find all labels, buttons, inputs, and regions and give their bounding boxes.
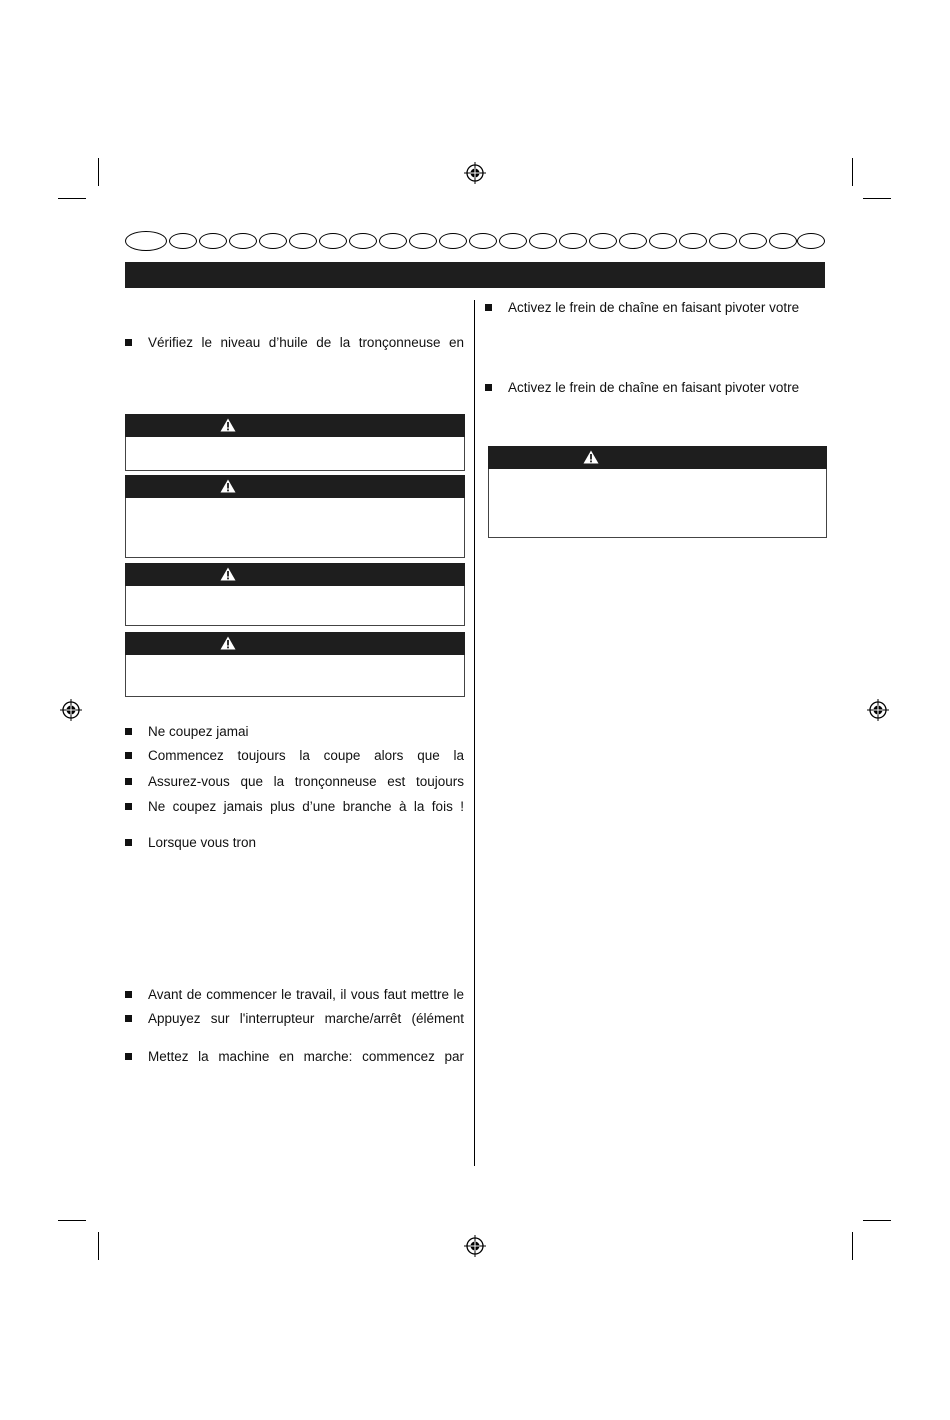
language-tab[interactable] <box>199 233 227 249</box>
list-item-text: Appuyez sur l'interrupteur marche/arrêt (élément <box>148 1011 464 1026</box>
bullet-square-icon <box>485 304 492 311</box>
language-tab[interactable] <box>379 233 407 249</box>
warning-box <box>125 475 465 558</box>
crop-mark <box>58 198 86 199</box>
warning-triangle-icon <box>220 479 236 493</box>
language-tab[interactable] <box>469 233 497 249</box>
bullet-square-icon <box>125 752 132 759</box>
language-tab[interactable] <box>349 233 377 249</box>
bullet-square-icon <box>125 991 132 998</box>
crop-mark <box>852 158 853 186</box>
language-tab[interactable] <box>229 233 257 249</box>
language-tab[interactable] <box>409 233 437 249</box>
crop-mark <box>852 1232 853 1260</box>
warning-triangle-icon <box>220 418 236 432</box>
warning-triangle-icon <box>220 567 236 581</box>
language-tab[interactable] <box>769 233 797 249</box>
section-header-bar <box>125 262 825 288</box>
language-tab[interactable] <box>709 233 737 249</box>
bullet-square-icon <box>125 728 132 735</box>
list-item-text: Vérifiez le niveau d’huile de la tronçonneuse en <box>148 335 464 350</box>
warning-box <box>125 632 465 697</box>
crop-mark <box>98 158 99 186</box>
language-tab[interactable] <box>439 233 467 249</box>
column-divider <box>474 300 475 1166</box>
bullet-square-icon <box>125 803 132 810</box>
warning-box <box>125 563 465 626</box>
list-item-text: Mettez la machine en marche: commencez par <box>148 1049 464 1064</box>
registration-mark-icon <box>60 699 82 721</box>
warning-header <box>125 475 465 498</box>
list-item-text: Lorsque vous tron <box>148 835 257 850</box>
language-tabs <box>125 230 827 252</box>
language-tab[interactable] <box>589 233 617 249</box>
bullet-square-icon <box>125 339 132 346</box>
warning-header <box>488 446 827 469</box>
bullet-square-icon <box>485 384 492 391</box>
warning-header <box>125 414 465 437</box>
list-item-text: Ne coupez jamai <box>148 724 249 739</box>
bullet-square-icon <box>125 1053 132 1060</box>
registration-mark-icon <box>867 699 889 721</box>
language-tab[interactable] <box>797 233 825 249</box>
list-item-text: Assurez-vous que la tronçonneuse est toujours <box>148 774 464 789</box>
language-tab[interactable] <box>289 233 317 249</box>
language-tab[interactable] <box>739 233 767 249</box>
language-tab[interactable] <box>619 233 647 249</box>
language-tab-active[interactable] <box>125 231 167 251</box>
crop-mark <box>863 198 891 199</box>
crop-mark <box>863 1220 891 1221</box>
language-tab[interactable] <box>649 233 677 249</box>
language-tab[interactable] <box>169 233 197 249</box>
warning-header <box>125 632 465 655</box>
list-item-text: Avant de commencer le travail, il vous faut mettre le <box>148 987 464 1002</box>
language-tab[interactable] <box>259 233 287 249</box>
language-tab[interactable] <box>559 233 587 249</box>
crop-mark <box>98 1232 99 1260</box>
list-item-text: Activez le frein de chaîne en faisant pivoter votre <box>508 300 800 315</box>
language-tab[interactable] <box>529 233 557 249</box>
crop-mark <box>58 1220 86 1221</box>
warning-header <box>125 563 465 586</box>
language-tab[interactable] <box>319 233 347 249</box>
list-item-text: Ne coupez jamais plus d’une branche à la fois ! <box>148 799 464 814</box>
warning-triangle-icon <box>583 450 599 464</box>
registration-mark-icon <box>464 1235 486 1257</box>
language-tab[interactable] <box>679 233 707 249</box>
language-tab[interactable] <box>499 233 527 249</box>
bullet-square-icon <box>125 778 132 785</box>
list-item-text: Commencez toujours la coupe alors que la <box>148 748 464 763</box>
bullet-square-icon <box>125 839 132 846</box>
list-item-text: Activez le frein de chaîne en faisant pivoter votre <box>508 380 800 395</box>
registration-mark-icon <box>464 162 486 184</box>
warning-triangle-icon <box>220 636 236 650</box>
bullet-square-icon <box>125 1015 132 1022</box>
warning-box <box>488 446 827 538</box>
warning-box <box>125 414 465 471</box>
